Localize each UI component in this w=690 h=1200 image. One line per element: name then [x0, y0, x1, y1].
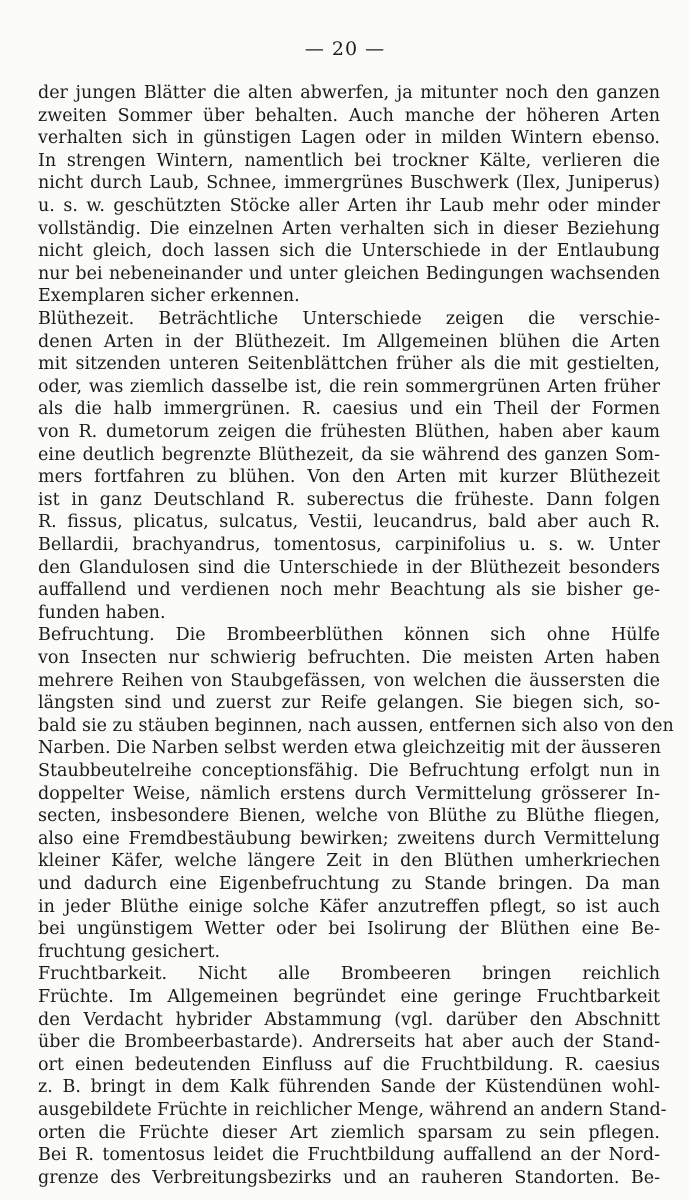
text-line: z. B. bringt in dem Kalk führenden Sande der Küstendünen wohl-	[38, 1077, 660, 1098]
text-line: längsten sind und zuerst zur Reife gelangen. Sie biegen sich, so-	[38, 693, 660, 714]
text-line: von R. dumetorum zeigen die frühesten Blüthen, haben aber kaum	[38, 422, 660, 442]
text-line: fruchtung gesichert.	[38, 941, 221, 962]
text-line: denen Arten in der Blüthezeit. Im Allgemeinen blühen die Arten	[38, 331, 660, 352]
text-line: in jeder Blüthe einige solche Käfer anzutreffen pflegt, so ist auch	[38, 896, 660, 917]
text-line: ausgebildete Früchte in reichlicher Menge, während an andern Stand-	[38, 1100, 667, 1120]
text-line: mers fortfahren zu blühen. Von den Arten mit kurzer Blüthezeit	[38, 467, 660, 488]
text-line: als die halb immergrünen. R. caesius und ein Theil der Formen	[38, 399, 660, 420]
text-line: ist in ganz Deutschland R. suberectus die früheste. Dann folgen	[38, 489, 660, 510]
page-number: — 20 —	[304, 38, 386, 60]
text-line: also eine Fremdbestäubung bewirken; zweitens durch Vermittelung	[38, 828, 660, 849]
text-line-section-bluethezeit: Blüthezeit. Beträchtliche Unterschiede zeigen die verschie-	[38, 309, 660, 329]
text-line: und dadurch eine Eigenbefruchtung zu Stande bringen. Da man	[38, 874, 660, 894]
text-line: orten die Früchte dieser Art ziemlich sparsam zu sein pflegen.	[38, 1122, 660, 1143]
text-line: bald sie zu stäuben beginnen, nach aussen, entfernen sich also von den	[38, 715, 674, 736]
text-line: doppelter Weise, nämlich erstens durch Vermittelung grösserer In-	[38, 783, 660, 804]
text-line: In strengen Wintern, namentlich bei trockner Kälte, verlieren die	[38, 150, 660, 171]
text-line: vollständig. Die einzelnen Arten verhalten sich in dieser Beziehung	[38, 218, 660, 239]
text-line: nicht durch Laub, Schnee, immergrünes Buschwerk (Ilex, Juniperus)	[38, 173, 660, 194]
text-line: der jungen Blätter die alten abwerfen, ja mitunter noch den ganzen	[38, 83, 660, 103]
text-line: secten, insbesondere Bienen, welche von Blüthe zu Blüthe fliegen,	[38, 806, 660, 827]
text-line: Narben. Die Narben selbst werden etwa gleichzeitig mit der äusseren	[38, 738, 661, 759]
text-line: Staubbeutelreihe conceptionsfähig. Die Befruchtung erfolgt nun in	[38, 761, 660, 781]
text-line: funden haben.	[38, 602, 166, 623]
text-line: von Insecten nur schwierig befruchten. Die meisten Arten haben	[38, 648, 660, 668]
text-line: zweiten Sommer über behalten. Auch manche der höheren Arten	[38, 105, 660, 126]
text-line: über die Brombeerbastarde). Andrerseits hat aber auch der Stand-	[38, 1032, 660, 1053]
text-line-section-befruchtung: Befruchtung. Die Brombeerblüthen können sich ohne Hülfe	[38, 625, 660, 646]
text-line: grenze des Verbreitungsbezirks und an rauheren Standorten. Be-	[38, 1167, 660, 1188]
text-line: verhalten sich in günstigen Lagen oder in milden Wintern ebenso.	[38, 128, 660, 149]
text-line: Exemplaren sicher erkennen.	[38, 286, 300, 307]
text-line: bei ungünstigem Wetter oder bei Isolirung der Blüthen eine Be-	[38, 919, 660, 940]
text-line: auffallend und verdienen noch mehr Beachtung als sie bisher ge-	[38, 580, 660, 601]
text-line: den Verdacht hybrider Abstammung (vgl. darüber den Abschnitt	[38, 1009, 660, 1030]
text-line: u. s. w. geschützten Stöcke aller Arten ihr Laub mehr oder minder	[38, 196, 660, 216]
text-line: nur bei nebeneinander und unter gleichen Bedingungen wachsenden	[38, 263, 660, 284]
text-line: eine deutlich begrenzte Blüthezeit, da sie während des ganzen Som-	[38, 444, 660, 465]
text-line: Bei R. tomentosus leidet die Fruchtbildung auffallend an der Nord-	[38, 1145, 660, 1166]
text-line: ort einen bedeutenden Einfluss auf die Fruchtbildung. R. caesius	[38, 1054, 660, 1075]
text-line: Bellardii, brachyandrus, tomentosus, carpinifolius u. s. w. Unter	[38, 535, 660, 555]
text-line: mit sitzenden unteren Seitenblättchen früher als die mit gestielten,	[38, 354, 660, 375]
text-line: den Glandulosen sind die Unterschiede in der Blüthezeit besonders	[38, 557, 660, 578]
text-line: oder, was ziemlich dasselbe ist, die rein sommergrünen Arten früher	[38, 376, 660, 397]
text-line: kleiner Käfer, welche längere Zeit in den Blüthen umherkriechen	[38, 851, 660, 872]
text-line: R. fissus, plicatus, sulcatus, Vestii, leucandrus, bald aber auch R.	[38, 512, 660, 533]
text-line-section-fruchtbarkeit: Fruchtbarkeit. Nicht alle Brombeeren bringen reichlich	[38, 964, 660, 985]
text-line: mehrere Reihen von Staubgefässen, von welchen die äussersten die	[38, 670, 660, 691]
text-line: Früchte. Im Allgemeinen begründet eine geringe Fruchtbarkeit	[38, 987, 660, 1007]
text-line: nicht gleich, doch lassen sich die Unterschiede in der Entlaubung	[38, 241, 660, 262]
